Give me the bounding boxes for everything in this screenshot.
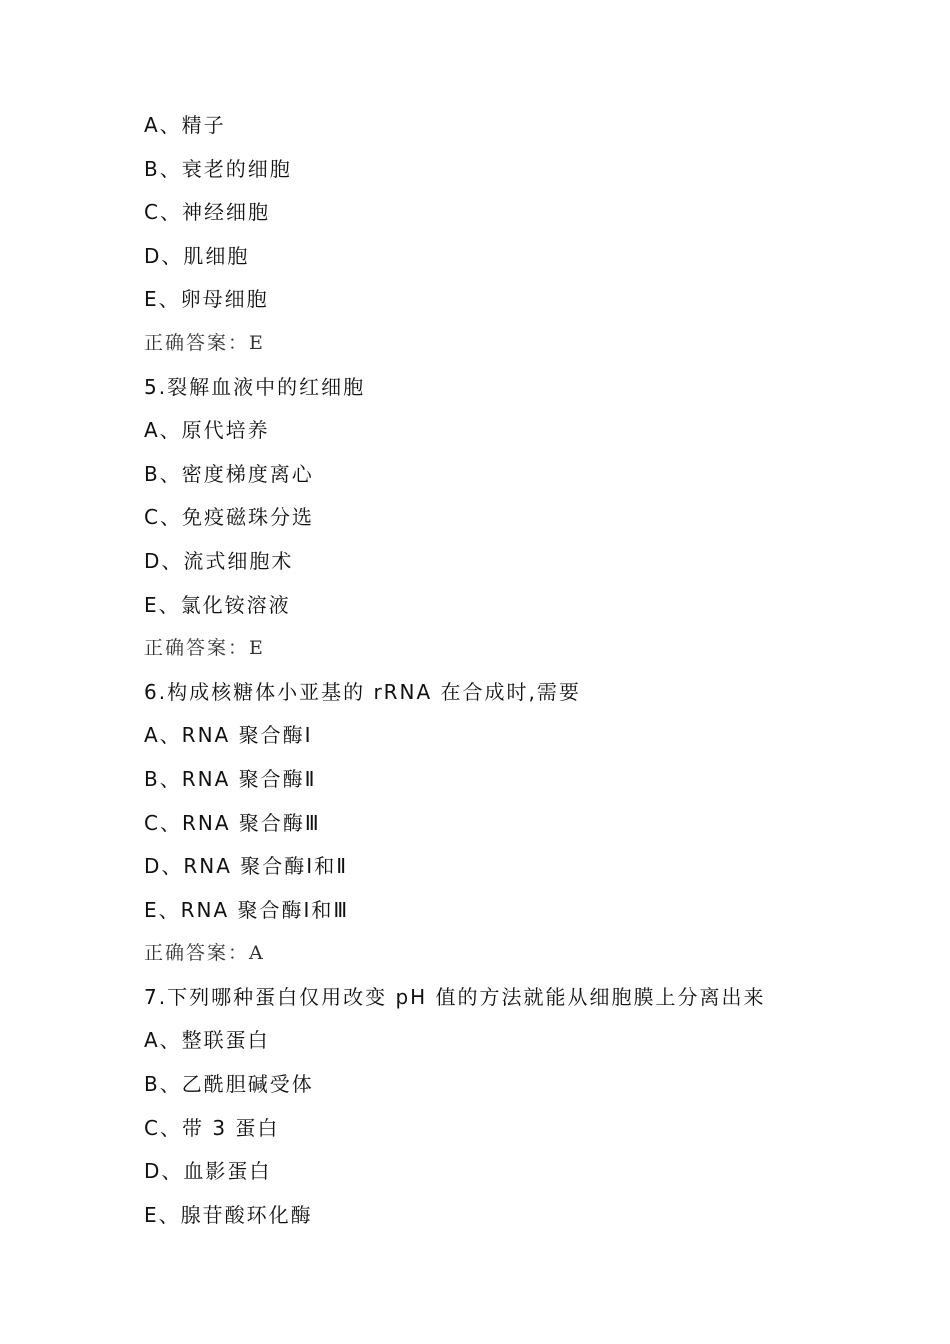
q4-option-d: D、肌细胞 <box>144 243 250 268</box>
q6-option-c: C、RNA 聚合酶Ⅲ <box>144 810 321 835</box>
q4-option-a: A、精子 <box>144 113 226 137</box>
q7-stem: 7.下列哪种蛋白仅用改变 pH 值的方法就能从细胞膜上分离出来 <box>144 984 766 1009</box>
q7-option-c: C、带 3 蛋白 <box>144 1115 280 1140</box>
q7-option-b: B、乙酰胆碱受体 <box>144 1072 314 1097</box>
q6-option-d: D、RNA 聚合酶Ⅰ和Ⅱ <box>144 854 349 879</box>
q6-option-a: A、RNA 聚合酶Ⅰ <box>144 723 313 748</box>
q4-answer: 正确答案：E <box>144 331 265 354</box>
q4-option-c: C、神经细胞 <box>144 200 270 225</box>
q5-stem: 5.裂解血液中的红细胞 <box>144 374 366 399</box>
q7-option-d: D、血影蛋白 <box>144 1159 272 1184</box>
q4-option-b: B、衰老的细胞 <box>144 156 292 181</box>
q5-answer: 正确答案：E <box>144 637 265 660</box>
q6-stem: 6.构成核糖体小亚基的 rRNA 在合成时,需要 <box>144 679 581 704</box>
q5-option-a: A、原代培养 <box>144 418 270 443</box>
q4-option-e: E、卵母细胞 <box>144 287 269 312</box>
question-list <box>144 108 904 1241</box>
q6-option-b: B、RNA 聚合酶Ⅱ <box>144 766 317 791</box>
q5-option-c: C、免疫磁珠分选 <box>144 505 314 530</box>
q5-option-b: B、密度梯度离心 <box>144 461 314 486</box>
q5-option-e: E、氯化铵溶液 <box>144 592 291 617</box>
q7-option-a: A、整联蛋白 <box>144 1028 270 1053</box>
q6-option-e: E、RNA 聚合酶Ⅰ和Ⅲ <box>144 897 350 922</box>
q6-answer: 正确答案：A <box>144 942 265 965</box>
q5-option-d: D、流式细胞术 <box>144 548 294 573</box>
q7-option-e: E、腺苷酸环化酶 <box>144 1202 313 1227</box>
